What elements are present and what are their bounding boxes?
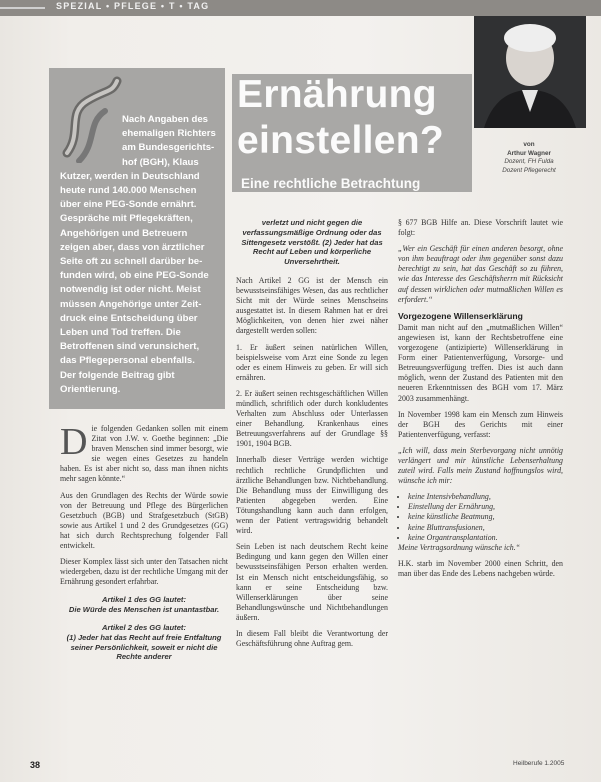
article-2-quote: Artikel 2 des GG lautet: (1) Jeder hat das Recht auf freie Entfaltung seiner Persönlichkeit, soweit er nicht die Rechte anderer	[66, 623, 222, 662]
headline-line-1: Ernährung	[237, 73, 437, 116]
list-item: • keine Bluttransfusionen,	[408, 523, 563, 533]
col3-paragraph-1: § 677 BGB Hilfe an. Diese Vorschrift lautet wie folgt:	[398, 218, 563, 238]
author-portrait-icon	[474, 16, 586, 128]
col3-quote-2: „Ich will, dass mein Sterbevorgang nicht unnötig verlängert und mir künstliche Lebenserhaltung zuteil wird. Falls mein Zustand hoffnungslos wird, wünsche ich mir:	[398, 445, 563, 486]
section-heading: Vorgezogene Willenserklärung	[398, 310, 523, 321]
header-rule	[0, 7, 45, 9]
article-column-2	[236, 218, 388, 655]
article-column-3	[398, 218, 563, 585]
author-caption: von Arthur Wagner Dozent, FH Fulda Dozent Pflegerecht	[502, 141, 556, 174]
section-label: SPEZIAL • PFLEGE • T • TAG	[56, 1, 210, 11]
col3-paragraph-4: H.K. starb im November 2000 einen Schritt, den man über das Ende des Lebens nachgeben würde.	[398, 558, 563, 578]
wish-list	[398, 492, 563, 542]
list-item: • keine künstliche Beatmung,	[408, 512, 563, 522]
col1-paragraph-3: Dieser Komplex lässt sich unter den Tatsachen nicht wiedergeben, dazu ist der rechtliche Umgang mit der Ernährung gesondert erfahrbar.	[60, 557, 228, 587]
list-item: • Einstellung der Ernährung,	[408, 502, 563, 512]
col2-paragraph-4: Innerhalb dieser Verträge werden wichtige rechtlich rechtliche Grundpflichten und ärztliche Behandlungen bzw. Nichtbehandlung. Die Behandlung muss der Einwilligung des Patienten abgegeben werden. Eine Tötungshandlung kann auch dann erfolgen, wenn der Patient vertragswidrig behandelt wird.	[236, 455, 388, 536]
headline-line-2: einstellen?	[237, 119, 445, 162]
subheadline: Eine rechtliche Betrachtung	[241, 176, 421, 191]
article-1-quote: Artikel 1 des GG lautet: Die Würde des Menschen ist unantastbar.	[68, 595, 220, 615]
article-column-1	[60, 421, 228, 662]
list-item: • keine Organtransplantation.	[408, 533, 563, 543]
col2-paragraph-3: 2. Er äußert seinen rechtsgeschäftlichen Willen mündlich, schriftlich oder durch konkludentes Verhalten zum Abschluss oder Unterlassen einer Behandlung. Krankenhaus eines Betreuungsverfahrens auf der Grundlage §§ 1901, 1904 BGB.	[236, 388, 388, 449]
col2-paragraph-2: 1. Er äußert seinen natürlichen Willen, beispielsweise vom Arzt eine Sonde zu legen oder es einem Hinweis zu geben. Er will sich ernähren.	[236, 342, 388, 382]
teaser-text: Nach Angaben des ehemaligen Richters am Bundesgerichts- hof (BGH), Klaus Kutzer, werden in Deutschland heute rund 140.000 Menschen über eine PEG-Sonde ernährt. Gespräche mit Pflegekräften, Angehörigen und Betreuern zeigen aber, dass von ärztlicher Seite oft zu schnell darüber be- funden wird, ob eine PEG-Sonde notwendig ist oder nicht. Meist müssen Angehörige unter Zeit- druck eine Entscheidung über Leben und Tod treffen. Die Betroffenen sind verunsichert, das Pflegepersonal ebenfalls. Der folgende Beitrag gibt Orientierung.	[60, 114, 216, 395]
page-number: 38	[30, 760, 41, 770]
col2-paragraph-5: Sein Leben ist nach deutschem Recht keine Bedingung und kann gegen den Willen einer bewusstseinsfähigen Person erhalten werden. Ist ein Mensch nicht entscheidungsfähig, so kann er seine Entscheidung bzw. Willenserklärungen über seine Behandlungswünsche und Nichtbehandlungen äußern.	[236, 542, 388, 622]
journal-reference: Heilberufe 1.2005	[513, 760, 565, 767]
col1-paragraph-2: Aus den Grundlagen des Rechts der Würde sowie von der Betreuung und Pflege des Bürgerlichen Gesetzbuch (BGB) und Strafgesetzbuch (StGB) sowie aus Artikel 1 und 2 des Grundgesetzes (GG) hat sich durch Rechtsprechung folgender Fall entwickelt.	[60, 490, 228, 551]
list-item: • keine Intensivbehandlung,	[408, 492, 563, 502]
col3-paragraph-2: Damit man nicht auf den „mutmaßlichen Willen“ angewiesen ist, kann der Rechtsbetroffene eine vorgezogene (antizipierte) Willenserklärung in Form einer Patientenverfügung, Vorsorge- und Betreuungsverfügung treffen. Dies ist auch dann möglich, wenn der Zustand des Patienten mit den neueren Erkenntnissen des BGH vom 17. März 2003 zusammenhängt.	[398, 322, 563, 403]
section-header-bar	[0, 0, 601, 16]
col3-quote-3: Meine Vertragsordnung wünsche ich.“	[398, 542, 520, 552]
author-photo	[474, 16, 586, 128]
col1-paragraph-1: ie folgenden Gedanken sollen mit einem Zitat von J.W. v. Goethe beginnen: „Die braven Menschen sind immer besorgt, wie sie wegen eines Gesetzes zu handeln haben. Es ist aber nicht so, dass man ihnen nichts mehr sagen könnte.“	[60, 424, 228, 484]
col2-paragraph-6: In diesem Fall bleibt die Verantwortung der Geschäftsführung ohne Auftrag gem.	[236, 628, 388, 649]
drop-cap: D	[60, 421, 88, 463]
col2-paragraph-1: Nach Artikel 2 GG ist der Mensch ein bewusstseinsfähiges Wesen, das aus rechtlicher Sicht mit der Würde seines Menschseins ausgestattet ist. In diesem Rahmen hat er drei Möglichkeiten, von denen hier zwei näher dargestellt werden sollen:	[236, 275, 388, 336]
col3-quote-1: „Wer ein Geschäft für einen anderen besorgt, ohne von ihm beauftragt oder ihm gegenüber sonst dazu berechtigt zu sein, hat das Geschäft so zu führen, wie das Interesse des Geschäftsherrn mit Rücksicht auf dessen wirklichen oder mutmaßlichen Willen es erfordert.“	[398, 244, 563, 304]
article-2-continued: verletzt und nicht gegen die verfassungsmäßige Ordnung oder das Sittengesetz verstößt. (2) Jeder hat das Recht auf Leben und körperliche Unversehrtheit.	[241, 218, 383, 267]
col3-paragraph-3: In November 1998 kam ein Mensch zum Hinweis der BGH des Gerichts mit einer Patientenverfügung, verfasst:	[398, 409, 563, 439]
headline	[237, 72, 444, 164]
